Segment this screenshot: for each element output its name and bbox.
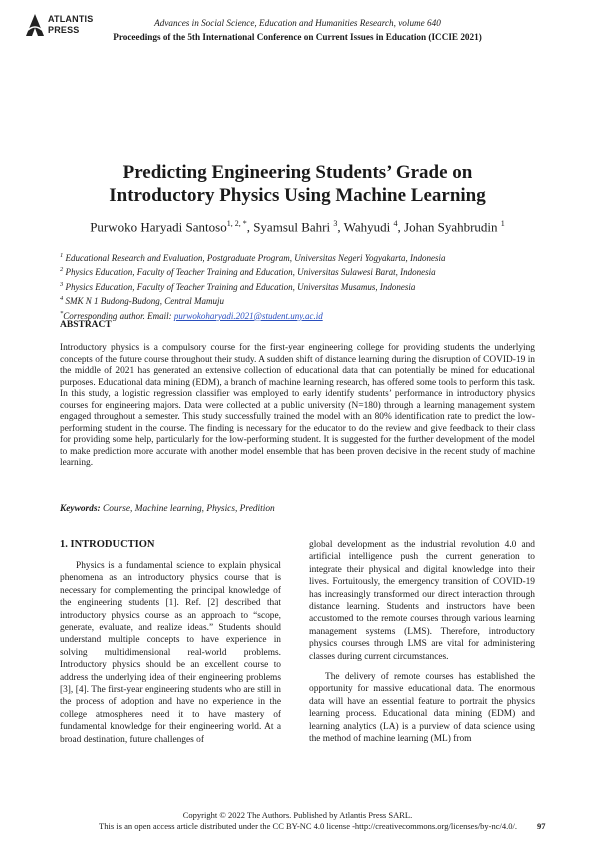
body-text-left-column: Physics is a fundamental science to explain physical phenomena as an introductory physics course that is necessary for complementing the principal knowledge of the engineering students [1]. Ref. [2] described that introductory physics course as an approach to “scope, generate, evaluate, and realize ideas.” Students should understand multiple concepts to have experience in solving multidimensional real-world problems. Introductory physics should be an excellent course to address the underlying idea of their engineering problems [3], [4]. The first-year engineering students who are still in the process of adoption and have no experience in the college atmospheres need it to have mastery of fundamental knowledge for their engineering world. At a broad destination, future challenges of	[60, 561, 281, 745]
body-paragraph: global development as the industrial revolution 4.0 and artificial intelligence push the current generation to integrate their physical and digital knowledge into their lives. Fortuitously, the emergency transition of COVID-19 has increasingly transformed our direct interaction through distance learning. Students and instructors have been accustomed to the remote courses through various learning management systems (LMS). Therefore, introductory physics courses through LMS are vital for administering classes during current circumstances.	[309, 540, 535, 662]
affiliation-line: $^4$ SMK N 1 Budong-Budong, Central Mamuju	[60, 295, 224, 307]
logo-text-atlantis: ATLANTIS	[48, 14, 94, 24]
author-affil-sup: 1, 2, *	[226, 219, 247, 228]
author-affil-sup: 1	[500, 219, 505, 228]
body-paragraph: The delivery of remote courses has established the opportunity for massive educational data. The enormous data will have an essential feature to portrait the physics learning process. Educational data mining (EDM) and learning analytics (LA) is a purview of data science using the method of machine learning (ML) from	[309, 672, 535, 745]
proceedings-header: Proceedings of the 5th International Conference on Current Issues in Education (ICCIE 2021)	[113, 32, 482, 42]
keywords-text: Course, Machine learning, Physics, Predition	[100, 504, 275, 514]
keywords	[60, 504, 275, 514]
title-line-1: Predicting Engineering Students’ Grade on	[122, 162, 473, 183]
author-affil-sup: 4	[393, 219, 398, 228]
author-name: Wahyudi	[343, 219, 391, 235]
affiliations	[60, 250, 550, 322]
affiliation-line: $^2$ Physics Education, Faculty of Teacher Training and Education, Universitas Sulawesi Barat, Indonesia	[60, 266, 436, 278]
paper-title	[40, 161, 555, 207]
section-heading-introduction: 1. INTRODUCTION	[60, 539, 155, 550]
abstract-heading: ABSTRACT	[60, 320, 112, 330]
logo-text-press: PRESS	[48, 25, 80, 35]
title-line-2: Introductory Physics Using Machine Learning	[109, 185, 486, 206]
page-number: 97	[537, 821, 546, 831]
affiliation-line: $^3$ Physics Education, Faculty of Teacher Training and Education, Universitas Musamus, Indonesia	[60, 280, 416, 292]
abstract-text: Introductory physics is a compulsory course for the first-year engineering college for providing students the underlying concepts of the future course throughout their study. A sudden shift of distance learning during the disruption of COVID-19 in the middle of 2021 has generated an extensive collection of educational data that can potentially be mined for educational purposes. Educational data mining (EDM), a branch of machine learning research, has offered some tools to perform this task. In this study, a logistic regression classifier was employed to early identify students’ performance in introductory physics courses for engineering majors. Data were collected at a public university (N=180) through a learning management system engaged throughout a semester. This study successfully trained the model with an 80% identification rate to predict the low-performing student in the course. The finding is necessary for the educator to do the review and give feedback to their class for providing some help, particularly for the low-performing student. It is suggested for the further development of the model to make prediction more accurate with another model ensemble that has been proven decisive in the recent study of machine learning.	[60, 343, 535, 468]
keywords-label: Keywords:	[60, 504, 101, 514]
author-email-link[interactable]: purwokoharyadi.2021@student.uny.ac.id	[173, 310, 323, 321]
affiliation-line: $^1$ Educational Research and Evaluation, Postgraduate Program, Universitas Negeri Yogyakarta, Indonesia	[60, 252, 446, 263]
author-name: Syamsul Bahri	[253, 219, 331, 235]
author-name: Purwoko Haryadi Santoso	[90, 219, 227, 235]
corresponding-author: *Corresponding author. Email: purwokoharyadi.2021@student.uny.ac.id	[60, 309, 323, 321]
author-name: Johan Syahbrudin	[404, 219, 498, 235]
journal-header: Advances in Social Science, Education and Humanities Research, volume 640	[154, 18, 441, 28]
footer-license: This is an open access article distributed under the CC BY-NC 4.0 license -http://creativecommons.org/licenses/by-nc/4.0/.	[99, 821, 517, 831]
footer-copyright: Copyright © 2022 The Authors. Published by Atlantis Press SARL.	[182, 810, 413, 820]
author-affil-sup: 3	[333, 219, 338, 228]
body-text-right-column	[309, 539, 535, 746]
author-list: Purwoko Haryadi Santoso$^{1, 2, *}$, Syamsul Bahri $^3$, Wahyudi $^4$, Johan Syahbrudin $^1$	[90, 219, 505, 235]
